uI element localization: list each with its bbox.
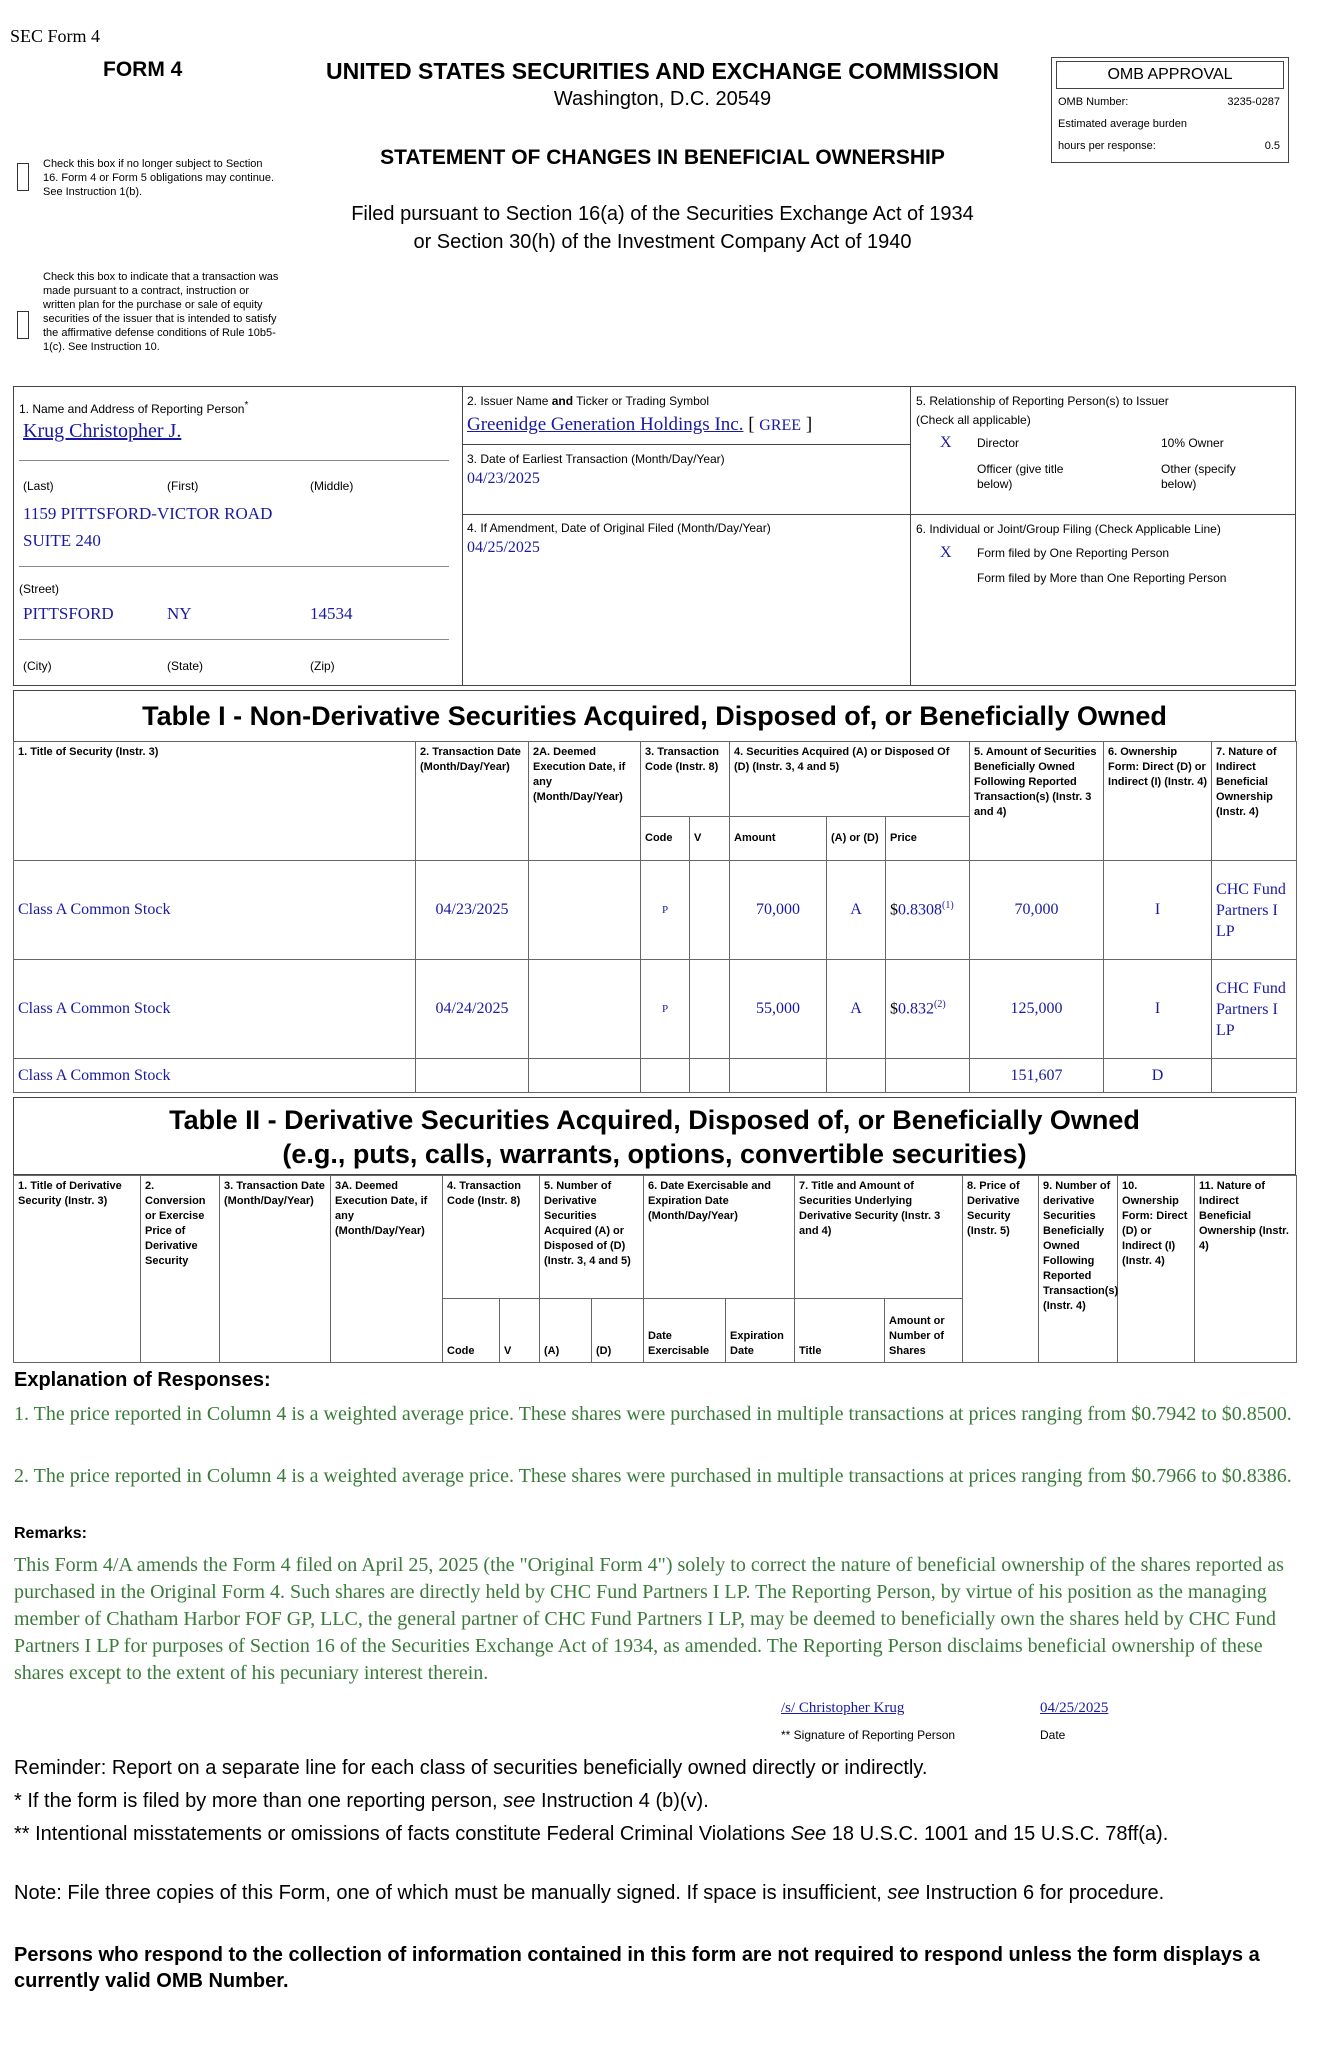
t2-header-title: 1. Title of Derivative Security (Instr. 3) — [14, 1176, 141, 1363]
box2-label: 2. Issuer Name and Ticker or Trading Symbol — [467, 394, 710, 408]
table-row — [14, 960, 1297, 1059]
t1-header-code: 3. Transaction Code (Instr. 8) — [641, 742, 730, 817]
one-reporting-person-mark[interactable]: X — [940, 544, 952, 561]
t1-row3-code — [641, 1059, 690, 1093]
t1-row2-deemed — [529, 960, 641, 1059]
no-longer-subject-checkbox[interactable] — [17, 163, 29, 191]
t1-header-amount-owned: 5. Amount of Securities Beneficially Owned Following Reported Transaction(s) (Instr. 3 and 4) — [970, 742, 1104, 861]
rule-10b5-1-checkbox[interactable] — [17, 311, 29, 339]
explanation-heading: Explanation of Responses: — [14, 1369, 271, 1391]
t1-row3-date — [416, 1059, 529, 1093]
persons-notice: Persons who respond to the collection of information contained in this form are not required to respond unless the form displays a currently valid OMB Number. — [14, 1944, 1260, 1992]
filed-line-2: or Section 30(h) of the Investment Company Act of 1940 — [413, 231, 912, 253]
t1-header-title: 1. Title of Security (Instr. 3) — [14, 742, 416, 861]
t2-header-deemed: 3A. Deemed Execution Date, if any (Month/Day/Year) — [331, 1176, 443, 1363]
t1-row2-amount: 55,000 — [730, 960, 827, 1059]
remarks-text: This Form 4/A amends the Form 4 filed on April 25, 2025 (the "Original Form 4") solely to correct the nature of beneficial ownership of the shares reported as purchased in the Original Form 4. Such shares are directly held by CHC Fund Partners I LP. The Reporting Person, by virtue of his position as the managing member of Chatham Harbor FOF GP, LLC, the general partner of CHC Fund Partners I LP, may be deemed to beneficially own the shares held by CHC Fund Partners I LP for purposes of Section 16 of the Securities Exchange Act of 1934, as amended. The Reporting Person disclaims beneficial ownership of these shares except to the extent of his pecuniary interest therein. — [14, 1554, 1284, 1684]
no-longer-subject-text: Check this box if no longer subject to Section 16. Form 4 or Form 5 obligations may continue. See Instruction 1(b). — [43, 158, 275, 198]
t2-header-nature: 11. Nature of Indirect Beneficial Ownership (Instr. 4) — [1195, 1176, 1297, 1363]
omb-title: OMB APPROVAL — [1056, 61, 1284, 89]
last-label: (Last) — [23, 479, 54, 493]
t2-sub-exercisable: Date Exercisable — [644, 1299, 726, 1363]
table-row — [14, 1059, 1297, 1093]
reporting-person-name-link[interactable]: Krug Christopher J. — [23, 420, 182, 442]
t1-sub-ad: (A) or (D) — [827, 817, 886, 861]
omb-hours-value: 0.5 — [1264, 140, 1280, 152]
ten-percent-owner-label: 10% Owner — [1161, 436, 1224, 450]
box1-label: 1. Name and Address of Reporting Person* — [19, 400, 249, 416]
t1-header-date: 2. Transaction Date (Month/Day/Year) — [416, 742, 529, 861]
t1-row1-price: $0.8308$^{(1)}$ — [886, 861, 970, 960]
t1-row1-owned: 70,000 — [970, 861, 1104, 960]
t1-row2-v — [690, 960, 730, 1059]
note-text: Note: File three copies of this Form, one of which must be manually signed. If space is insufficient, see Instruction 6 for procedure. — [14, 1882, 1165, 1904]
t1-sub-code: Code — [641, 817, 690, 861]
omb-burden-label: Estimated average burden — [1058, 118, 1188, 130]
t1-row2-date: 04/24/2025 — [416, 960, 529, 1059]
t2-header-form: 10. Ownership Form: Direct (D) or Indirect (I) (Instr. 4) — [1118, 1176, 1195, 1363]
agency-title: UNITED STATES SECURITIES AND EXCHANGE COMMISSION — [325, 58, 999, 84]
first-label: (First) — [167, 479, 199, 493]
middle-label: (Middle) — [310, 479, 354, 493]
t1-row3-owned: 151,607 — [970, 1059, 1104, 1093]
t1-row2-code: P — [641, 960, 690, 1059]
director-label: Director — [977, 436, 1020, 450]
t1-header-ownership-form: 6. Ownership Form: Direct (D) or Indirect (I) (Instr. 4) — [1104, 742, 1212, 861]
t2-header-underlying: 7. Title and Amount of Securities Underlying Derivative Security (Instr. 3 and 4) — [795, 1176, 963, 1299]
agency-location: Washington, D.C. 20549 — [553, 88, 772, 110]
t2-header-conversion: 2. Conversion or Exercise Price of Derivative Security — [141, 1176, 220, 1363]
omb-number-label: OMB Number: — [1058, 96, 1129, 108]
t1-row1-code: P — [641, 861, 690, 960]
t1-row1-title: Class A Common Stock — [14, 861, 416, 960]
more-reporting-persons-label: Form filed by More than One Reporting Person — [977, 571, 1227, 585]
t2-sub-title: Title — [795, 1299, 885, 1363]
t1-row2-form: I — [1104, 960, 1212, 1059]
t1-sub-price: Price — [886, 817, 970, 861]
t1-row3-v — [690, 1059, 730, 1093]
signature-label: ** Signature of Reporting Person — [781, 1728, 956, 1742]
t1-row3-price — [886, 1059, 970, 1093]
t1-row3-form: D — [1104, 1059, 1212, 1093]
city-label: (City) — [23, 659, 52, 673]
t1-row3-title: Class A Common Stock — [14, 1059, 416, 1093]
box3-label: 3. Date of Earliest Transaction (Month/Day/Year) — [467, 452, 725, 466]
street-line-2: SUITE 240 — [23, 531, 101, 550]
street-label: (Street) — [19, 582, 60, 596]
box5-label: 5. Relationship of Reporting Person(s) to Issuer — [916, 394, 1169, 408]
box6-label: 6. Individual or Joint/Group Filing (Check Applicable Line) — [916, 522, 1221, 536]
footnote-2: 2. The price reported in Column 4 is a weighted average price. These shares were purchased in multiple transactions at prices ranging from $0.7966 to $0.8386. — [14, 1465, 1292, 1487]
reminder-text: Reminder: Report on a separate line for each class of securities beneficially owned directly or indirectly. — [14, 1757, 928, 1779]
table1-title: Table I - Non-Derivative Securities Acquired, Disposed of, or Beneficially Owned — [142, 701, 1167, 731]
t2-sub-v: V — [500, 1299, 540, 1363]
t1-row1-ad: A — [827, 861, 886, 960]
t2-header-owned: 9. Number of derivative Securities Beneficially Owned Following Reported Transaction(s) (Instr. 4) — [1039, 1176, 1118, 1363]
t1-row2-owned: 125,000 — [970, 960, 1104, 1059]
issuer-line: Greenidge Generation Holdings Inc. [ GREE ] — [467, 414, 813, 435]
state-value: NY — [167, 604, 192, 623]
sec-form-label: SEC Form 4 — [10, 26, 101, 46]
table-row — [14, 861, 1297, 960]
t2-sub-amount: Amount or Number of Shares — [885, 1299, 963, 1363]
form-label: FORM 4 — [103, 58, 183, 81]
t1-row2-price: $0.832$^{(2)}$ — [886, 960, 970, 1059]
amendment-date: 04/25/2025 — [467, 539, 540, 556]
zip-value: 14534 — [310, 604, 353, 623]
footnote-1: 1. The price reported in Column 4 is a weighted average price. These shares were purchased in multiple transactions at prices ranging from $0.7942 to $0.8500. — [14, 1403, 1292, 1425]
t1-row1-amount: 70,000 — [730, 861, 827, 960]
street-line-1: 1159 PITTSFORD-VICTOR ROAD — [23, 504, 273, 523]
t1-row2-title: Class A Common Stock — [14, 960, 416, 1059]
omb-hours-label: hours per response: — [1058, 140, 1156, 152]
t1-row3-nature — [1212, 1059, 1297, 1093]
t2-sub-expiration: Expiration Date — [726, 1299, 795, 1363]
t2-header-exercisable: 6. Date Exercisable and Expiration Date (Month/Day/Year) — [644, 1176, 795, 1299]
one-reporting-person-label: Form filed by One Reporting Person — [977, 546, 1170, 560]
t2-header-price: 8. Price of Derivative Security (Instr. 5) — [963, 1176, 1039, 1363]
date-label: Date — [1040, 1728, 1066, 1742]
t1-row2-ad: A — [827, 960, 886, 1059]
t1-header-acquired: 4. Securities Acquired (A) or Disposed Of (D) (Instr. 3, 4 and 5) — [730, 742, 970, 817]
t1-row3-ad — [827, 1059, 886, 1093]
t2-header-code: 4. Transaction Code (Instr. 8) — [443, 1176, 540, 1299]
omb-number-value: 3235-0287 — [1227, 96, 1280, 108]
earliest-transaction-date: 04/23/2025 — [467, 470, 540, 487]
table1-non-derivative — [13, 741, 1297, 1093]
signature-link[interactable]: /s/ Christopher Krug — [781, 1700, 905, 1716]
t1-sub-v: V — [690, 817, 730, 861]
t1-row1-deemed — [529, 861, 641, 960]
table2-title-2: (e.g., puts, calls, warrants, options, convertible securities) — [282, 1139, 1027, 1169]
signature-date: 04/25/2025 — [1040, 1700, 1109, 1716]
issuer-name-link[interactable]: Greenidge Generation Holdings Inc. — [467, 414, 744, 435]
t1-header-nature: 7. Nature of Indirect Beneficial Ownership (Instr. 4) — [1212, 742, 1297, 861]
other-label: Other (specify below) — [1161, 462, 1236, 491]
t1-row3-amount — [730, 1059, 827, 1093]
t1-row1-form: I — [1104, 861, 1212, 960]
box5-sub: (Check all applicable) — [916, 413, 1031, 427]
director-mark[interactable]: X — [940, 434, 952, 451]
omb-approval-box — [1051, 57, 1289, 163]
instruction-star2: ** Intentional misstatements or omissions of facts constitute Federal Criminal Violations See 18 U.S.C. 1001 and 15 U.S.C. 78ff(a). — [14, 1823, 1169, 1845]
t1-row1-nature: CHC Fund Partners I LP — [1212, 861, 1297, 960]
rule-10b5-1-text: Check this box to indicate that a transaction was made pursuant to a contract, instruction or written plan for the purchase or sale of equity securities of the issuer that is intended to satisfy the affirmative defense conditions of Rule 10b5-1(c). See Instruction 10. — [43, 271, 279, 353]
state-label: (State) — [167, 659, 204, 673]
city-value: PITTSFORD — [23, 604, 114, 623]
t2-sub-d: (D) — [592, 1299, 644, 1363]
table2-derivative — [13, 1175, 1297, 1363]
instruction-star1: * If the form is filed by more than one reporting person, see Instruction 4 (b)(v). — [14, 1790, 709, 1812]
table2-title-1: Table II - Derivative Securities Acquired, Disposed of, or Beneficially Owned — [169, 1105, 1140, 1135]
officer-label: Officer (give title below) — [977, 462, 1064, 491]
t2-sub-a: (A) — [540, 1299, 592, 1363]
filed-line-1: Filed pursuant to Section 16(a) of the Securities Exchange Act of 1934 — [351, 203, 974, 225]
t2-sub-code: Code — [443, 1299, 500, 1363]
t1-row1-date: 04/23/2025 — [416, 861, 529, 960]
t2-header-number: 5. Number of Derivative Securities Acquired (A) or Disposed of (D) (Instr. 3, 4 and 5) — [540, 1176, 644, 1299]
remarks-heading: Remarks: — [14, 1525, 87, 1542]
box4-label: 4. If Amendment, Date of Original Filed (Month/Day/Year) — [467, 521, 771, 535]
table1-title-box — [13, 690, 1296, 742]
t1-row1-v — [690, 861, 730, 960]
t2-header-date: 3. Transaction Date (Month/Day/Year) — [220, 1176, 331, 1363]
t1-row2-nature: CHC Fund Partners I LP — [1212, 960, 1297, 1059]
t1-header-deemed: 2A. Deemed Execution Date, if any (Month/Day/Year) — [529, 742, 641, 861]
t1-sub-amount: Amount — [730, 817, 827, 861]
ticker-symbol: GREE — [759, 417, 802, 434]
table2-title-box — [13, 1097, 1296, 1175]
zip-label: (Zip) — [310, 659, 335, 673]
statement-title: STATEMENT OF CHANGES IN BENEFICIAL OWNERSHIP — [380, 146, 945, 169]
t1-row3-deemed — [529, 1059, 641, 1093]
